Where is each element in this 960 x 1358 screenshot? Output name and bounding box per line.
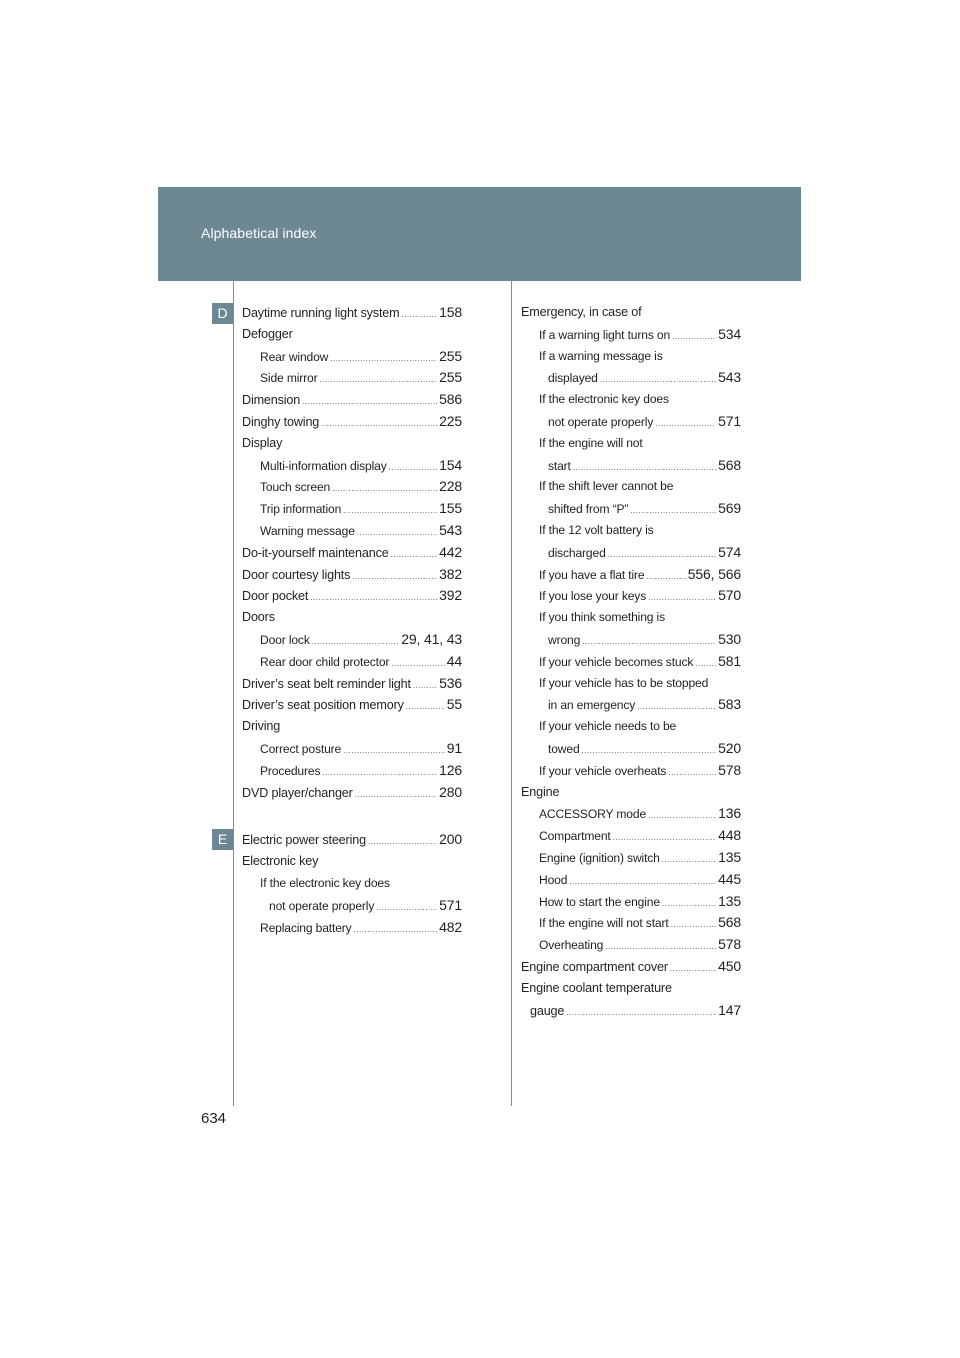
index-entry-page-link[interactable]: 574 [718,543,741,560]
index-entry-page-link[interactable]: 568 [718,914,741,931]
dot-leader [330,348,437,370]
index-entry [242,716,462,738]
index-entry [521,956,741,978]
index-entry [521,651,741,673]
index-entry-term: Engine coolant temperature [521,980,672,995]
index-entry-term: start [548,458,571,473]
index-entry-term: If the engine will not start [539,916,669,931]
index-entry [242,324,462,346]
index-entry [242,367,462,389]
index-entry-term: If a warning light turns on [539,327,671,342]
dot-leader [413,675,437,697]
index-entry [242,895,462,917]
index-entry-page-link[interactable]: 136 [718,805,741,822]
index-entry-term: not operate properly [548,414,654,429]
index-entry-page-link[interactable]: 571 [439,896,462,913]
index-entry [521,891,741,913]
index-entry [242,302,462,324]
index-entry [242,389,462,411]
dot-leader [600,369,716,391]
group-gap [242,803,462,829]
dot-leader [389,457,437,479]
index-entry-term: Touch screen [260,480,331,495]
index-tab-e[interactable]: E [212,829,233,850]
index-entry-term: Rear door child protector [260,654,390,669]
index-entry [521,825,741,847]
index-entry-page-link[interactable]: 135 [718,848,741,865]
index-entry-page-link[interactable]: 126 [439,761,462,778]
dot-leader [668,762,716,784]
index-entry-term: Compartment [539,829,611,844]
index-entry-page-link[interactable]: 280 [439,783,462,800]
index-entry-term: If you lose your keys [539,589,647,604]
index-entry-term: shifted from “P” [548,502,629,517]
index-entry-page-link[interactable]: 44 [446,652,462,669]
index-entry-term: Driver’s seat position memory [242,698,404,713]
index-entry-page-link[interactable]: 392 [439,587,462,604]
index-entry [242,873,462,895]
dot-leader [646,566,685,588]
index-entry-term: gauge [530,1003,565,1018]
index-group-e [242,829,462,938]
index-entry-page-link[interactable]: 586 [439,391,462,408]
index-entry-page-link[interactable]: 583 [718,696,741,713]
index-entry-page-link[interactable]: 568 [718,456,741,473]
left-margin-rule [233,281,234,1106]
index-entry [521,302,741,324]
dot-leader [319,369,437,391]
index-entry [521,564,741,586]
index-entry-term: Engine (ignition) switch [539,850,660,865]
index-entry-page-link[interactable]: 225 [439,412,462,429]
index-entry-page-link[interactable]: 530 [718,630,741,647]
index-entry [242,542,462,564]
index-entry-term: Engine [521,784,560,799]
index-entry-page-link[interactable]: 520 [718,739,741,756]
index-entry [521,389,741,411]
index-entry-page-link[interactable]: 450 [718,957,741,974]
index-entry-term: Hood [539,872,568,887]
index-entry-term: If the shift lever cannot be [539,479,674,494]
index-entry-term: If the engine will not [539,435,643,450]
index-entry [242,607,462,629]
index-entry [521,760,741,782]
index-entry-page-link[interactable]: 255 [439,347,462,364]
index-entry-term: How to start the engine [539,894,660,909]
dot-leader [569,871,716,893]
index-entry [521,782,741,804]
index-entry-term: DVD player/changer [242,785,353,800]
index-entry-term: Emergency, in case of [521,305,642,319]
index-entry-page-link[interactable]: 135 [718,892,741,909]
dot-leader [648,587,716,609]
index-entry-term: If the 12 volt battery is [539,522,654,537]
dot-leader [368,831,437,853]
index-entry-page-link[interactable]: 255 [439,369,462,386]
index-group-e-continued [521,302,741,1021]
index-entry [242,829,462,851]
dot-leader [310,587,437,609]
index-entry-term: Door courtesy lights [242,567,351,582]
index-entry-term: ACCESSORY mode [539,807,647,822]
index-entry [242,585,462,607]
index-entry [521,346,741,368]
dot-leader [613,827,716,849]
index-entry-term: Warning message [260,523,355,538]
dot-leader [630,500,716,522]
index-entry-term: Driving [242,719,281,734]
dot-leader [343,500,437,522]
dot-leader [695,653,716,675]
index-entry-page-link[interactable]: 536 [439,674,462,691]
dot-leader [566,1002,716,1024]
index-entry-term: Defogger [242,326,293,341]
dot-leader [302,391,437,413]
index-entry [521,585,741,607]
index-entry [521,476,741,498]
index-entry [521,716,741,738]
index-entry-page-link[interactable]: 543 [718,369,741,386]
index-entry-term: Rear window [260,349,329,364]
index-entry [242,782,462,804]
dot-leader [376,897,437,919]
index-entry [521,607,741,629]
index-entry-term: displayed [548,371,598,386]
dot-leader [406,696,445,718]
header-band [158,187,801,281]
index-entry [521,411,741,433]
index-entry [242,520,462,542]
dot-leader [582,631,716,653]
dot-leader [312,631,399,653]
index-entry-page-link[interactable]: 155 [439,500,462,517]
index-entry-page-link[interactable]: 29, 41, 43 [401,630,462,647]
index-entry-page-link[interactable]: 382 [439,565,462,582]
index-entry-term: Door lock [260,632,310,647]
index-entry-page-link[interactable]: 534 [718,325,741,342]
index-entry [242,433,462,455]
index-column-left [242,302,462,938]
index-entry-term: Display [242,435,283,450]
index-entry [242,917,462,939]
index-entry-term: Daytime running light system [242,306,400,320]
index-entry [521,542,741,564]
index-entry-term: towed [548,741,580,756]
index-entry-page-link[interactable]: 158 [439,304,462,320]
dot-leader [343,740,445,762]
index-entry-term: Overheating [539,938,604,953]
dot-leader [321,413,437,435]
index-entry-page-link[interactable]: 55 [446,696,462,713]
index-entry-term: Do-it-yourself maintenance [242,545,389,560]
index-entry-page-link[interactable]: 445 [718,870,741,887]
index-entry [242,455,462,477]
index-entry-page-link[interactable]: 578 [718,936,741,953]
index-entry [521,738,741,760]
dot-leader [670,958,716,980]
index-entry [242,629,462,651]
dot-leader [605,936,716,958]
index-entry-term: Replacing battery [260,920,352,935]
index-entry-term: Engine compartment cover [521,959,668,974]
index-entry-page-link[interactable]: 581 [718,652,741,669]
index-entry-term: Procedures [260,763,321,778]
index-entry [521,520,741,542]
index-entry-term: Driver’s seat belt reminder light [242,676,411,691]
index-entry [521,498,741,520]
index-entry [242,498,462,520]
index-entry-term: discharged [548,545,606,560]
index-entry-term: If you think something is [539,610,665,625]
index-entry-term: Dimension [242,393,301,408]
dot-leader [573,457,716,479]
index-entry-page-link[interactable]: 200 [439,831,462,848]
index-entry-term: wrong [548,632,581,647]
index-entry [242,564,462,586]
index-entry-term: If the electronic key does [539,392,669,407]
dot-leader [662,849,716,871]
dot-leader [655,413,716,435]
dot-leader [608,544,716,566]
index-entry-page-link[interactable]: 228 [439,478,462,495]
index-entry [521,433,741,455]
dot-leader [352,566,437,588]
dot-leader [355,784,437,806]
index-entry-term: If you have a flat tire [539,567,645,582]
index-entry-term: Electric power steering [242,833,366,848]
index-entry [521,847,741,869]
index-entry-page-link[interactable]: 571 [718,412,741,429]
index-entry-term: Electronic key [242,854,319,869]
index-entry [521,694,741,716]
index-entry-page-link[interactable]: 482 [439,918,462,935]
index-entry [242,346,462,368]
index-entry [521,367,741,389]
index-entry-page-link[interactable]: 147 [718,1001,741,1018]
dot-leader [391,544,437,566]
index-entry [521,912,741,934]
dot-leader [401,304,437,326]
index-entry [242,651,462,673]
index-entry [242,760,462,782]
index-entry-page-link[interactable]: 448 [718,827,741,844]
index-entry [521,324,741,346]
dot-leader [672,326,716,348]
index-entry-term: Side mirror [260,371,318,386]
index-entry-term: Dinghy towing [242,414,320,429]
index-entry-page-link[interactable]: 442 [439,543,462,560]
page-number: 634 [201,1110,227,1127]
index-entry [521,629,741,651]
dot-leader [648,805,716,827]
section-title: Alphabetical index [201,225,317,241]
dot-leader [357,522,437,544]
index-entry-term: in an emergency [548,698,636,713]
index-entry-term: Trip information [260,502,342,517]
dot-leader [354,919,438,941]
dot-leader [332,478,437,500]
index-entry [521,803,741,825]
index-entry-page-link[interactable]: 91 [446,739,462,756]
index-entry-term: not operate properly [269,898,375,913]
index-tab-d[interactable]: D [212,303,233,324]
dot-leader [671,914,717,936]
index-entry-term: Multi-information display [260,458,387,473]
index-entry-term: If your vehicle needs to be [539,719,677,734]
index-entry-term: If your vehicle has to be stopped [539,675,709,690]
index-entry-page-link[interactable]: 570 [718,587,741,604]
index-entry [242,694,462,716]
index-entry [242,738,462,760]
index-entry-term: If a warning message is [539,348,663,363]
dot-leader [322,762,437,784]
index-entry-term: Door pocket [242,589,309,604]
index-entry [242,411,462,433]
dot-leader [637,696,716,718]
index-entry-term: If your vehicle becomes stuck [539,654,694,669]
index-entry-page-link[interactable]: 578 [718,761,741,778]
index-entry-page-link[interactable]: 556, 566 [687,565,741,582]
index-entry-term: If the electronic key does [260,875,390,890]
index-entry-page-link[interactable]: 569 [718,500,741,517]
dot-leader [582,740,717,762]
index-entry [521,1000,741,1022]
index-entry [521,455,741,477]
index-entry-term: Correct posture [260,741,342,756]
index-entry-page-link[interactable]: 154 [439,456,462,473]
index-entry-term: If your vehicle overheats [539,763,667,778]
index-entry [242,851,462,873]
index-entry-page-link[interactable]: 543 [439,521,462,538]
index-entry-term: Doors [242,610,275,625]
index-entry [242,476,462,498]
index-entry [521,869,741,891]
index-entry [521,934,741,956]
index-column-right [521,302,741,1021]
column-divider-rule [511,281,512,1106]
index-group-d [242,302,462,803]
dot-leader [391,653,444,675]
dot-leader [662,893,716,915]
index-entry [521,978,741,1000]
index-entry [242,673,462,695]
index-entry [521,673,741,695]
